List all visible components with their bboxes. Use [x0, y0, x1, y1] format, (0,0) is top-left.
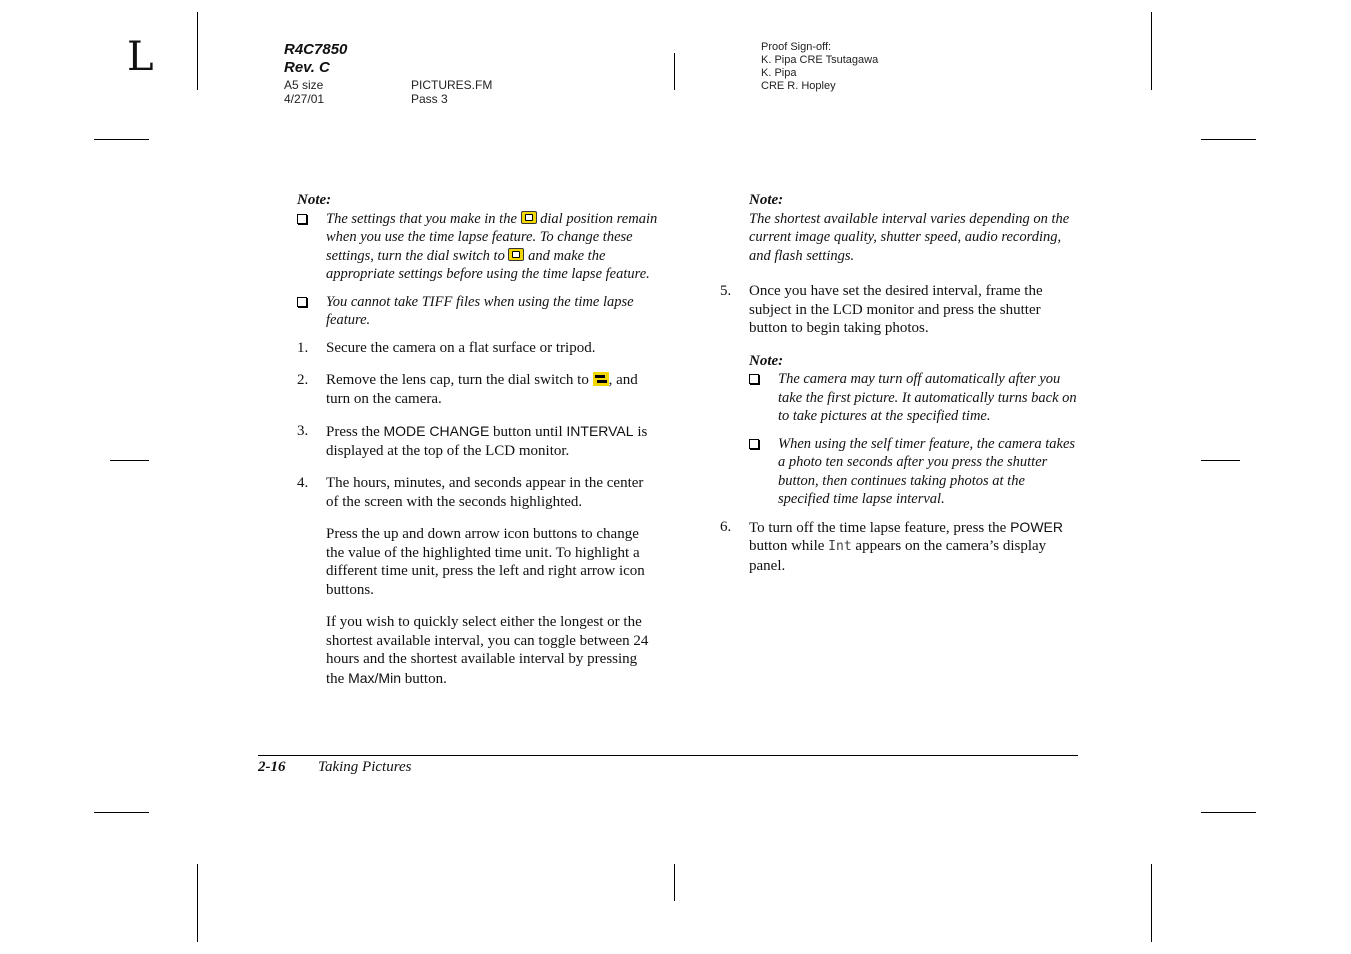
revision: Rev. C	[284, 59, 330, 76]
checkbox-bullet-icon	[749, 374, 759, 384]
button-name: MODE CHANGE	[383, 423, 490, 439]
crop-mark-left-upper	[94, 139, 149, 140]
crop-mark-left-middle	[110, 460, 149, 461]
note-label: Note:	[297, 192, 332, 208]
button-name: Max/Min	[348, 669, 401, 686]
step-4: 4. The hours, minutes, and seconds appear in the center of the screen with the seconds highlighted. Press the up and down arrow icon buttons to change the value of the highlighted time unit. To highlight a different time unit, press the left and right arrow icon buttons. If you wish to quickly select either the longest or the shortest available interval, you can toggle between 24 hours and the shortest available interval by pressing the Max/Min button.	[297, 474, 659, 688]
proof-signoff	[761, 41, 878, 93]
corner-page-mark: L	[127, 34, 154, 80]
step-number: 3.	[297, 423, 309, 439]
checkbox-bullet-icon	[297, 297, 307, 307]
step-4-paragraph: Press the up and down arrow icon buttons to change the value of the highlighted time unit. To highlight a different time unit, press the left and right arrow icon buttons.	[326, 526, 645, 598]
step-number: 2.	[297, 372, 309, 388]
time-lapse-mode-icon	[593, 372, 609, 386]
camera-mode-icon	[521, 211, 537, 224]
note-bullet: The settings that you make in the dial position remain when you use the time lapse feature. To change these settings, turn the dial switch to and make the appropriate settings before using the time lapse feature.	[297, 210, 659, 284]
crop-mark-bottom-left-vertical	[197, 864, 198, 942]
note-bullet: The camera may turn off automatically after you take the first picture. It automatically turns back on to take pictures at the specified time.	[749, 370, 1078, 426]
button-name: POWER	[1010, 518, 1063, 535]
step-5: 5. Once you have set the desired interval, frame the subject in the LCD monitor and press the shutter button to begin taking photos.	[720, 283, 1043, 336]
crop-mark-right-middle	[1201, 460, 1240, 461]
file-name: PICTURES.FM	[411, 78, 493, 92]
step-6: 6. To turn off the time lapse feature, press the POWER button while Int appears on the camera’s display panel.	[720, 518, 1063, 574]
note-bullet: When using the self timer feature, the camera takes a photo ten seconds after you press the shutter button, then continues taking photos at the specified time lapse interval.	[749, 435, 1078, 509]
crop-mark-right-upper	[1201, 139, 1256, 140]
step-number: 1.	[297, 339, 309, 356]
step-number: 5.	[720, 283, 732, 299]
step-number: 4.	[297, 475, 309, 491]
proof-line: CRE R. Hopley	[761, 80, 836, 92]
crop-mark-bottom-center-vertical	[674, 864, 675, 901]
crop-mark-top-center-vertical	[674, 53, 675, 90]
page-number: 2-16	[258, 759, 286, 775]
section-title: Taking Pictures	[318, 759, 412, 775]
checkbox-bullet-icon	[749, 439, 759, 449]
crop-mark-top-right-vertical	[1151, 12, 1152, 90]
checkbox-bullet-icon	[297, 214, 307, 224]
crop-mark-right-lower	[1201, 812, 1256, 813]
crop-mark-bottom-right-vertical	[1151, 864, 1152, 942]
note-block	[720, 352, 1078, 509]
doc-code: R4C7850	[284, 41, 348, 58]
note-label: Note:	[749, 352, 784, 369]
page-size: A5 size	[284, 78, 324, 92]
pass-number: Pass 3	[411, 92, 448, 106]
right-column	[720, 191, 1078, 575]
step-number: 6.	[720, 518, 732, 535]
mode-name: INTERVAL	[566, 423, 634, 439]
display-indicator: Int	[828, 539, 852, 554]
step-1: 1. Secure the camera on a flat surface or tripod.	[297, 339, 596, 356]
crop-mark-left-lower	[94, 812, 149, 813]
step-2: 2. Remove the lens cap, turn the dial switch to , and turn on the camera.	[297, 372, 638, 407]
step-3: 3. Press the MODE CHANGE button until INTERVAL is displayed at the top of the LCD monitor.	[297, 423, 648, 459]
note-text: The shortest available interval varies depending on the current image quality, shutter speed, audio recording, and flash settings.	[749, 210, 1070, 264]
proof-label: Proof Sign-off:	[761, 41, 832, 53]
note-bullet: You cannot take TIFF files when using the time lapse feature.	[297, 293, 659, 330]
proof-line: K. Pipa	[761, 67, 797, 79]
doc-date: 4/27/01	[284, 92, 325, 106]
crop-mark-top-left-vertical	[197, 12, 198, 90]
proof-line: K. Pipa CRE Tsutagawa	[761, 54, 879, 66]
footer-rule	[258, 755, 1078, 756]
left-column	[297, 191, 659, 688]
note-label: Note:	[749, 192, 784, 208]
camera-mode-icon	[508, 248, 524, 261]
step-4-paragraph: If you wish to quickly select either the longest or the shortest available interval, you can toggle between 24 hours and the shortest available interval by pressing the Max/Min button.	[326, 614, 649, 687]
note-block	[720, 191, 1078, 265]
